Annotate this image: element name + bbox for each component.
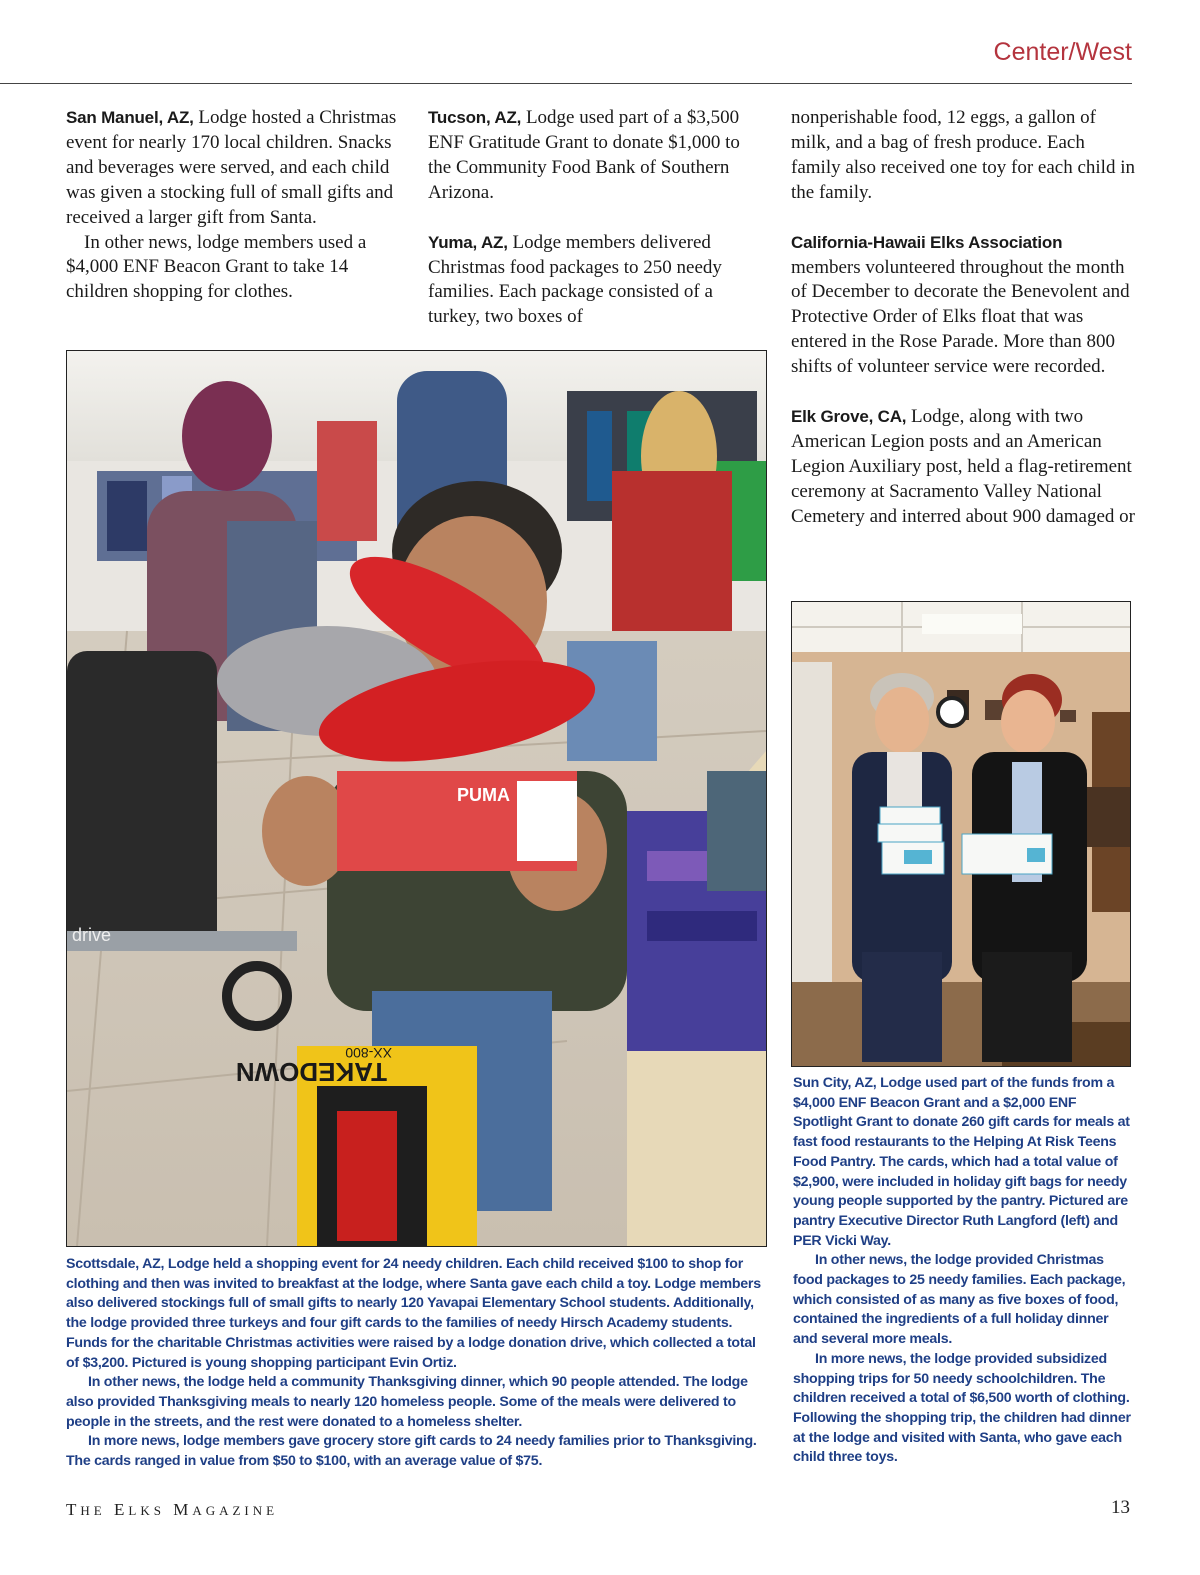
article-continuation: nonperishable food, 12 eggs, a gallon of milk, and a bag of fresh produce. Each family also received one toy for each child in the family. [791, 107, 1135, 203]
article-elk-grove [791, 405, 1136, 530]
caption-text: Lodge used part of the funds from a $4,000 ENF Beacon Grant and a $2,000 ENF Spotlight Grant to donate 260 gift cards for meals at fast food restaurants to the Helping At Risk Teens Food Pantry. The cards, which had a total value of $2,900, were included in holiday gift bags for needy young people supported by the pantry. Pictured are pantry Executive Director Ruth Langford (left) and PER Vicki Way. [793, 1075, 1130, 1249]
toy-box-name: TAKEDOWN [235, 1057, 387, 1087]
article-san-manuel [66, 106, 411, 231]
article-lead: Tucson, AZ, [428, 108, 522, 127]
photo-sun-city [791, 601, 1131, 1067]
store-photo-illustration [67, 351, 766, 1246]
caption-text: Lodge held a shopping event for 24 needy children. Each child received $100 to shop for clothing and then was invited to breakfast at the lodge, where Santa gave each child a toy. Lodge members also delivered stockings full of small gifts to nearly 120 Yavapai Elementary School students. Additionally, the lodge provided three turkeys and four gift cards to the families of needy Hirsch Academy students. Funds for the charitable Christmas activities were raised by a lodge donation drive, which collected a total of $3,200. Pictured is young shopping participant Evin Ortiz. [66, 1256, 761, 1371]
article-lead: California-Hawaii Elks Association [791, 232, 1063, 252]
article-lead: Elk Grove, CA, [791, 407, 907, 427]
caption-paragraph [793, 1074, 1131, 1251]
article-tucson [428, 106, 758, 206]
article-text: Lodge hosted a Christmas event for nearly 170 local children. Snacks and beverages were served, and each child was given a stocking full of small gifts and received a larger gift from Santa. [66, 107, 397, 228]
toy-box-model: XX-800 [345, 1045, 392, 1061]
caption-scottsdale [66, 1255, 766, 1472]
box-brand: PUMA [457, 785, 510, 805]
caption-sun-city [793, 1074, 1131, 1468]
header-rule [0, 83, 1132, 84]
column-1 [66, 106, 411, 305]
caption-paragraph: In more news, lodge members gave grocery store gift cards to 24 needy families prior to Thanksgiving. The cards ranged in value from $50 to $100, with an average value of $75. [66, 1433, 757, 1470]
article-paragraph: In other news, lodge members used a $4,000 ENF Beacon Grant to take 14 children shopping for clothes. [66, 231, 367, 303]
column-2 [428, 106, 758, 330]
caption-paragraph: In more news, the lodge provided subsidized shopping trips for 50 needy schoolchildren. The children received a total of $6,500 worth of clothing. Following the shopping trip, the children had dinner at the lodge and visited with Santa, who gave each child three toys. [793, 1350, 1131, 1466]
caption-lead: Scottsdale, AZ, [66, 1256, 165, 1272]
page-number: 13 [1111, 1497, 1130, 1518]
photo-scottsdale [66, 350, 767, 1247]
article-text: members volunteered throughout the month of December to decorate the Benevolent and Protective Order of Elks float that was entered in the Rose Parade. More than 800 shifts of volunteer service were recorded. [791, 256, 1130, 378]
article-text: Lodge used part of a $3,500 ENF Gratitude Grant to donate $1,000 to the Community Food Bank of Southern Arizona. [428, 107, 740, 203]
article-lead: San Manuel, AZ, [66, 108, 194, 127]
article-text: Lodge, along with two American Legion posts and an American Legion Auxiliary post, held a flag-retirement ceremony at Sacramento Valley National Cemetery and interred about 900 damaged or [791, 406, 1135, 527]
office-photo-illustration [792, 602, 1130, 1066]
magazine-title: THE ELKS MAGAZINE [66, 1500, 279, 1519]
caption-lead: Sun City, AZ, [793, 1075, 877, 1091]
walker-brand: drive [72, 925, 112, 945]
article-yuma [428, 231, 758, 331]
caption-paragraph [66, 1255, 766, 1373]
article-california-hawaii [791, 231, 1136, 380]
caption-paragraph: In other news, the lodge provided Christmas food packages to 25 needy families. Each package, which consisted of as many as five boxes of food, contained the ingredients of a full holiday dinner and several more meals. [793, 1252, 1126, 1348]
article-text: Lodge members delivered Christmas food packages to 250 needy families. Each package consisted of a turkey, two boxes of [428, 231, 722, 328]
section-label: Center/West [993, 38, 1132, 66]
column-3 [791, 106, 1136, 530]
caption-paragraph: In other news, the lodge held a community Thanksgiving dinner, which 90 people attended. The lodge also provided Thanksgiving meals to nearly 120 homeless people. Some of the meals were delivered to people in the streets, and the rest were donated to a homeless shelter. [66, 1374, 748, 1430]
article-lead: Yuma, AZ, [428, 232, 508, 252]
